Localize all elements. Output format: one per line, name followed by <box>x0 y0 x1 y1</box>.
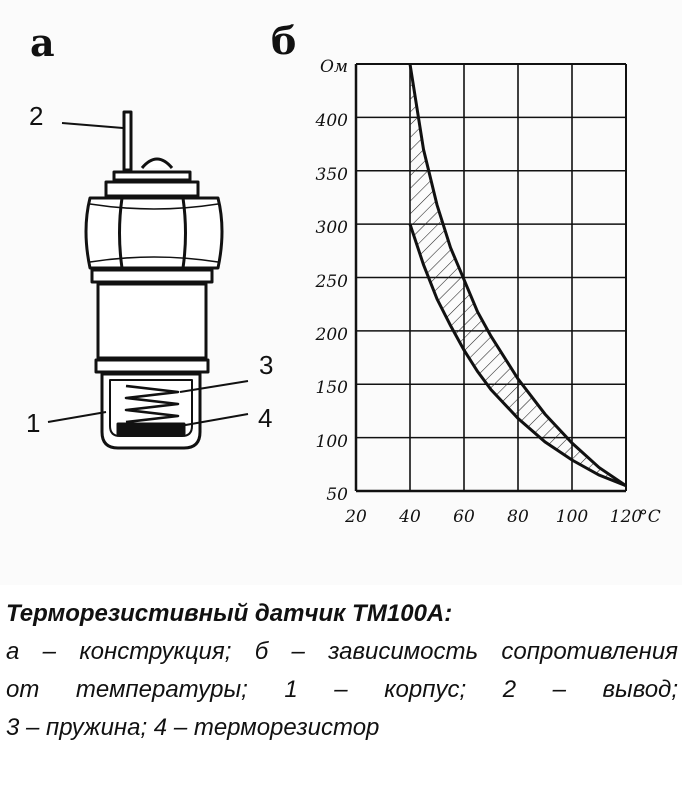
y-tick-label: 300 <box>315 218 348 239</box>
x-unit-label: °С <box>639 507 661 527</box>
x-tick-label: 40 <box>399 507 421 527</box>
figure-caption <box>6 595 678 747</box>
x-tick-label: 120 <box>609 507 643 527</box>
panel-letter-b: б <box>271 18 297 63</box>
x-tick-label: 100 <box>555 507 589 527</box>
y-tick-label: 200 <box>315 324 348 345</box>
caption-title: Терморезистивный датчик ТМ100А: <box>6 600 453 627</box>
y-tick-label: 50 <box>326 485 348 505</box>
x-tick-label: 80 <box>507 507 529 527</box>
caption-line: от температуры; 1 – корпус; 2 – вывод; <box>6 676 678 703</box>
callout-1: 1 <box>26 408 41 438</box>
callout-4: 4 <box>258 403 273 433</box>
chart-grid <box>356 64 626 491</box>
callout-3: 3 <box>259 350 274 380</box>
x-tick-label: 20 <box>345 507 367 527</box>
caption-line: 3 – пружина; 4 – терморезистор <box>6 714 380 741</box>
y-tick-label: 250 <box>315 271 348 292</box>
callout-2: 2 <box>29 101 44 131</box>
y-tick-label: 100 <box>315 431 348 452</box>
panel-letter-a: а <box>30 20 55 65</box>
y-tick-label: 150 <box>315 378 348 399</box>
caption-line: а – конструкция; б – зависимость сопротивления <box>6 638 678 665</box>
y-unit-label: Ом <box>319 57 348 77</box>
y-tick-label: 350 <box>315 164 348 185</box>
y-tick-label: 400 <box>315 111 348 132</box>
x-tick-label: 60 <box>453 507 475 527</box>
